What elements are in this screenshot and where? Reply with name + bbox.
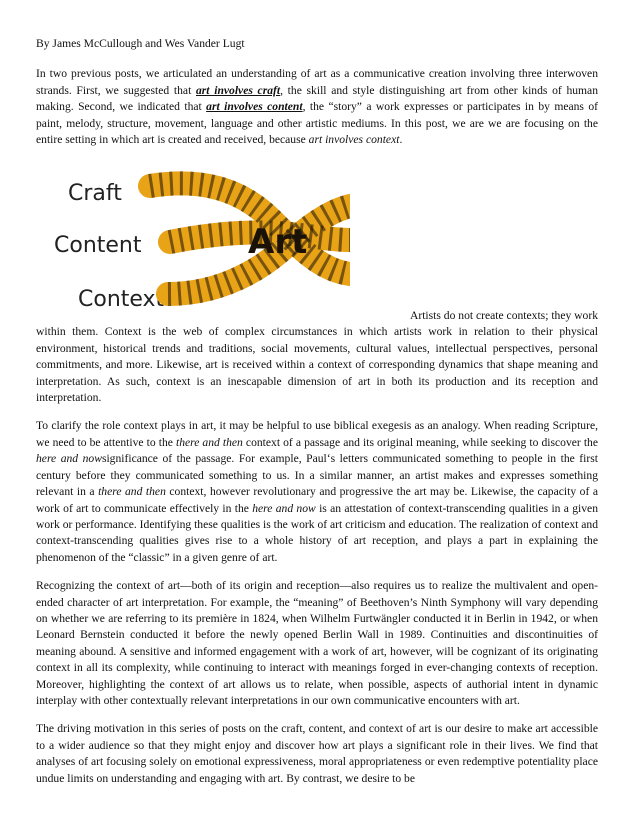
paragraph-exegesis: To clarify the role context plays in art, it may be helpful to use biblical exegesis as an analogy. When reading Scripture, we need to be attentive to the there and then context of a passage and its original meaning, while seeking to discover the here and nowsignificance of the passage. For example, Paul‘s letters communicated something to people in the first century before they communicated something to us. In a similar manner, an artist makes and expresses something relevant in a there and then context, however revolutionary and progressive the art may be. Likewise, the capacity of a work of art to communicate effectively in the here and now is an attestation of context-transcending qualities in a given work or performance. Identifying these qualities is the work of art criticism and education. The realization of context and context-transcending qualities gives rise to a whole history of art reception, and plays a part in explaining the phenomenon of the “classic” in a given genre of art. — [36, 419, 599, 564]
link-art-involves-craft[interactable]: art involves craft — [196, 83, 281, 97]
emphasis-art-involves-context: art involves context — [308, 133, 400, 147]
figure-block — [36, 160, 598, 324]
paragraph-motivation: The driving motivation in this series of posts on the craft, content, and context of art is our desire to make art accessible to a wider audience so that they might enjoy and discover how art plays a significant role in their lives. We find that analyses of art focusing solely on emotional expressiveness, moral appropriateness or even redemptive potentiality place undue limits on understanding and engaging with art. By contrast, we desire to be — [36, 722, 598, 785]
content-label: Content — [54, 233, 142, 259]
paragraph-recognizing-context: Recognizing the context of art—both of its origin and reception—also requires us to realize the multivalent and open-ended character of art interpretation. For example, the “meaning” of Beethoven’s Ninth Symphony will vary depending on whether we are referring to its première in 1824, when Wilhelm Furtwängler conducted it in Berlin in 1942, or when Leonard Bernstein conducted it before the newly opened Berlin Wall in 1989. Continuities and discontinuities of meaning abound. A sensitive and informed engagement with a work of art, however, will be cognizant of its originating context in all its complexity, while continuing to interact with meanings forged in ever-changing contexts of reception. Moreover, highlighting the context of art allows us to relate, when possible, aspects of authorial intent in dynamic interplay with other contextually relevant interpretations in our own communicative encounters with art. — [36, 579, 598, 707]
context-label: Context — [78, 287, 165, 313]
paragraph-context: within them. Context is the web of complex circumstances in which artists work in relation to their physical environment, historical trends and traditions, social movements, cultural values, intellectual perspectives, personal commitments, and more. Likewise, art is received within a context of corresponding dynamics that shape meaning and interpretation. As such, context is an inescapable dimension of art in both its production and its reception and interpretation. — [36, 325, 598, 405]
paragraph-intro: In two previous posts, we articulated an understanding of art as a communicative creation involving three interwoven strands. First, we suggested that art involves craft, the skill and style distinguishing art from other kinds of human making. Second, we indicated that art involves content, the “story” a work expresses or participates in by means of paint, melody, structure, movement, language and other artistic mediums. In this post, we are we are focusing on the entire setting in which art is created and received, because art involves context. — [36, 67, 599, 147]
document-page — [36, 36, 598, 799]
craft-label: Craft — [68, 181, 122, 207]
rope-illustration — [50, 160, 350, 320]
link-art-involves-content[interactable]: art involves content — [206, 100, 303, 114]
paragraph-context-lead: Artists do not create contexts; they work — [409, 309, 598, 323]
braided-rope-graphic — [50, 160, 350, 320]
art-center-text: Art — [248, 222, 308, 263]
byline: By James McCullough and Wes Vander Lugt — [36, 37, 245, 50]
